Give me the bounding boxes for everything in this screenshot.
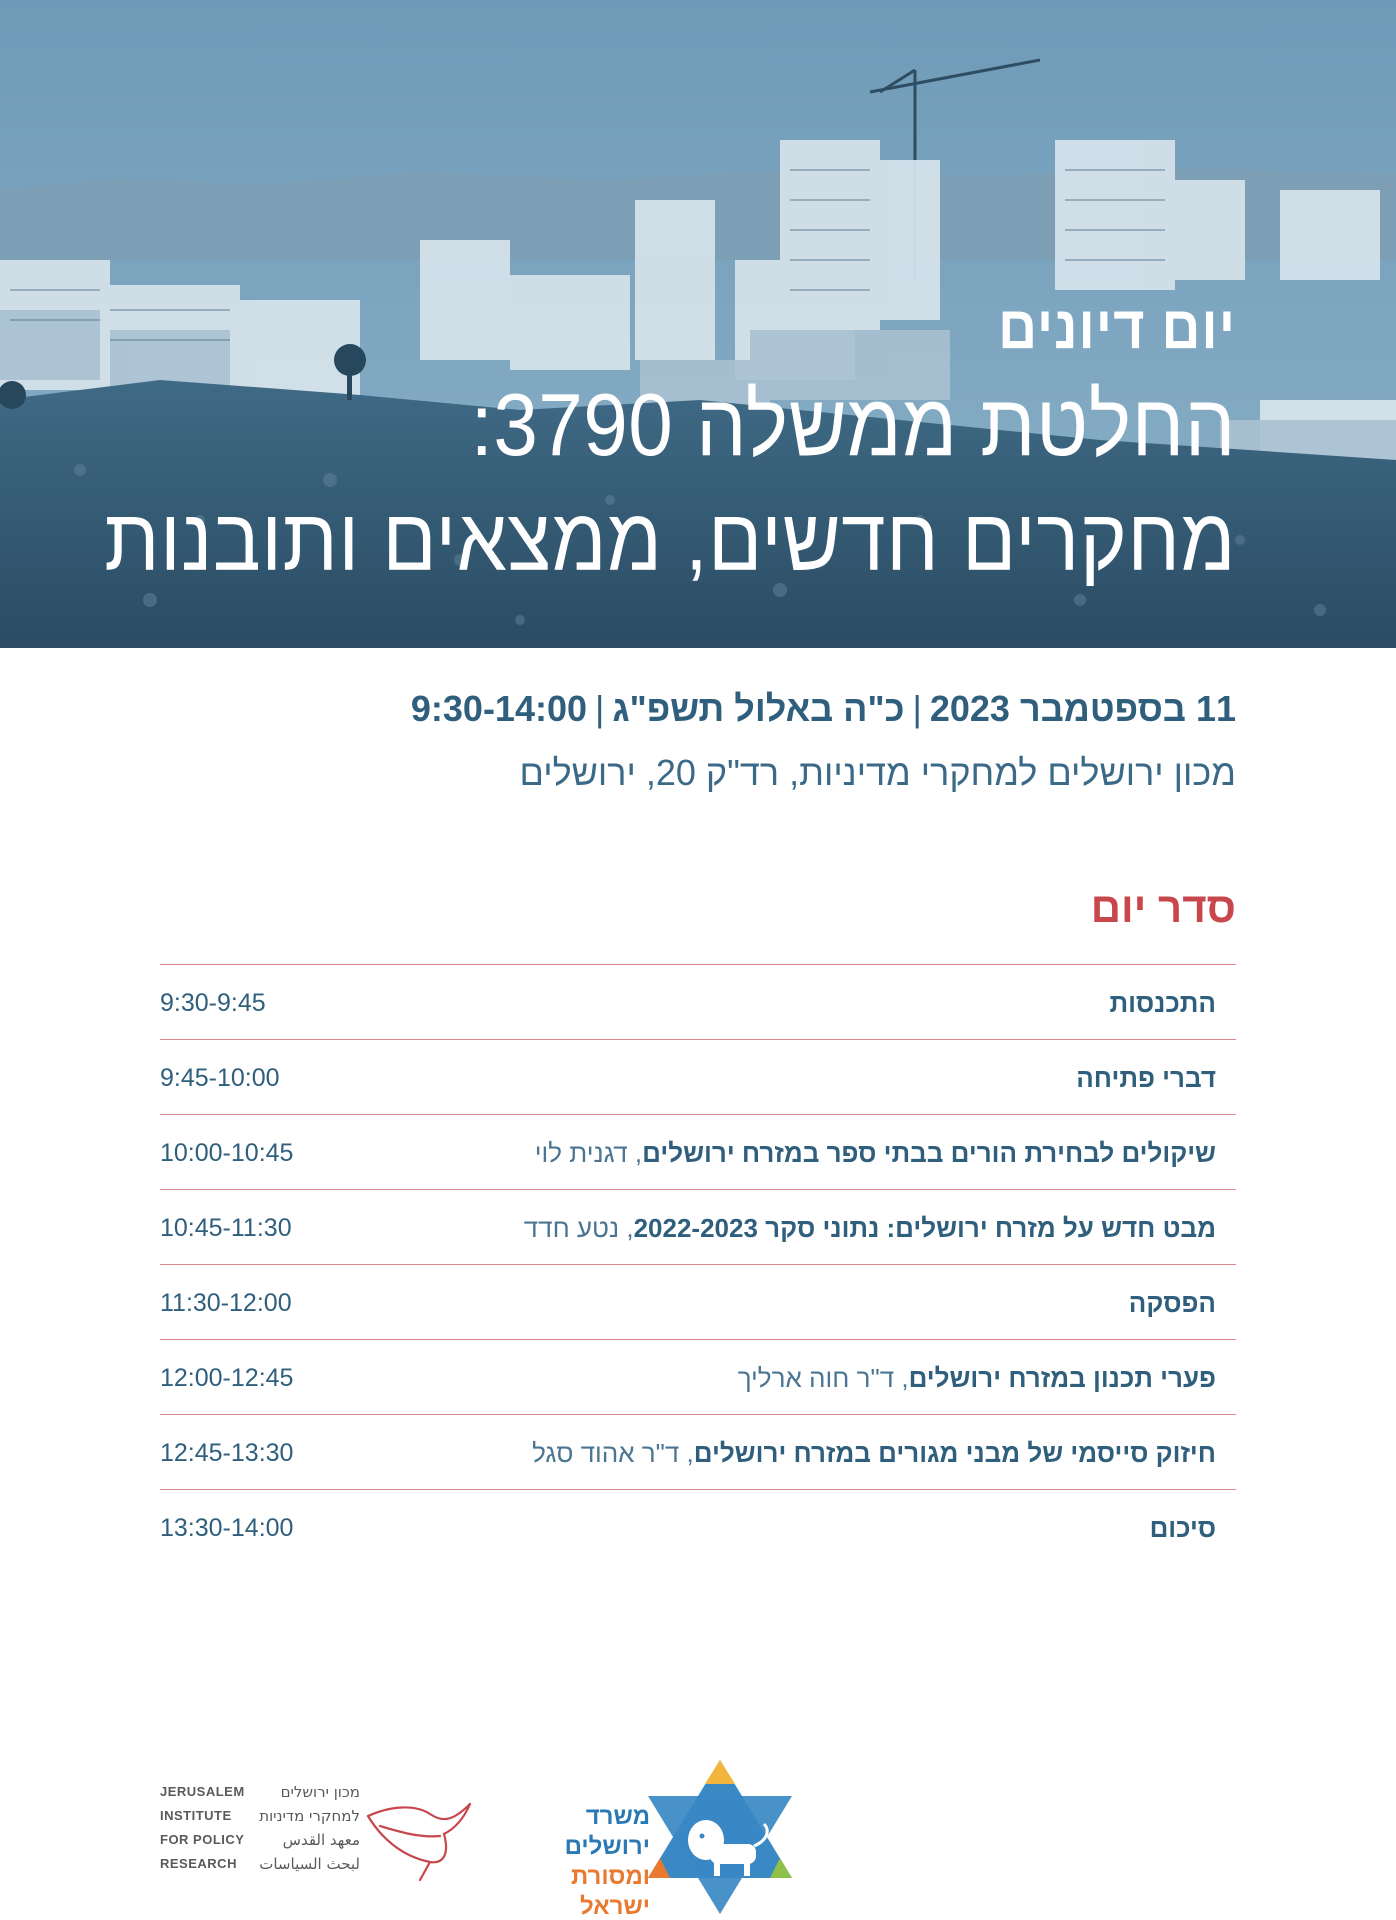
agenda-time: 10:45-11:30 [160,1213,292,1242]
agenda-topic: מבט חדש על מזרח ירושלים: נתוני סקר 2022-2023 [633,1212,1216,1243]
agenda-speaker: , ד"ר חוה ארליך [737,1362,909,1393]
agenda-row [160,1039,1236,1114]
agenda-time: 12:45-13:30 [160,1438,294,1467]
agenda-row [160,1414,1236,1489]
jiip-en-line: INSTITUTE [160,1808,232,1823]
jiip-en-line: JERUSALEM [160,1784,245,1799]
agenda-time: 10:00-10:45 [160,1138,294,1167]
agenda-item [298,1361,1236,1394]
agenda-topic: דברי פתיחה [1076,1062,1216,1093]
separator: | [912,688,922,729]
ministry-name-line1: משרד ירושלים [564,1803,650,1860]
agenda-row [160,1339,1236,1414]
agenda-row [160,1189,1236,1264]
agenda-item [298,1436,1236,1469]
agenda-speaker: , נטע חדד [523,1212,634,1243]
agenda-row [160,964,1236,1039]
event-hebrew-date: כ"ה באלול תשפ"ג [612,688,905,729]
event-location: מכון ירושלים למחקרי מדיניות, רד"ק 20, ירושלים [519,752,1236,793]
dove-icon [360,1776,490,1886]
ministry-name [510,1802,650,1920]
separator: | [595,688,605,729]
event-type: יום דיונים [998,294,1236,362]
agenda-topic: פערי תכנון במזרח ירושלים [908,1362,1216,1393]
jiip-en-line: RESEARCH [160,1856,237,1871]
agenda-item [298,1511,1236,1544]
agenda-topic: סיכום [1149,1512,1216,1543]
ministry-name-line2: ומסורת ישראל [570,1863,650,1920]
event-datetime [411,688,1236,730]
agenda-row [160,1114,1236,1189]
agenda-topic: חיזוק סייסמי של מבני מגורים במזרח ירושלים [693,1437,1216,1468]
agenda-time: 11:30-12:00 [160,1288,292,1317]
jiip-he-line: למחקרי מדיניות [259,1807,360,1825]
agenda-time: 13:30-14:00 [160,1513,294,1542]
jerusalem-institute-logo [160,1776,490,1886]
star-of-david-lion-icon [640,1754,800,1920]
agenda-topic: הפסקה [1128,1287,1216,1318]
event-title-line1: החלטת ממשלה 3790: [470,375,1236,474]
event-date: 11 בספטמבר 2023 [929,688,1236,729]
jiip-english-name [160,1780,245,1876]
event-title-line2: מחקרים חדשים, ממצאים ותובנות [104,490,1236,588]
jiip-hebrew-arabic-name [250,1780,360,1876]
agenda-title: סדר יום [1090,884,1236,931]
agenda-row [160,1264,1236,1339]
event-hours: 9:30-14:00 [410,688,588,729]
agenda-row [160,1489,1236,1564]
agenda-time: 9:45-10:00 [160,1063,280,1092]
agenda-item [298,986,1236,1019]
jiip-he-line: معهد القدس [282,1831,360,1849]
agenda-item [298,1136,1236,1169]
agenda-speaker: , ד"ר אהוד סגל [532,1437,694,1468]
agenda-time: 9:30-9:45 [160,988,266,1017]
hero-banner [0,0,1396,648]
agenda-speaker: , דגנית לוי [534,1137,643,1168]
agenda-time: 12:00-12:45 [160,1363,294,1392]
hero-heading [104,292,1236,588]
agenda-item [298,1211,1236,1244]
event-title [104,368,1236,597]
agenda-topic: התכנסות [1109,987,1216,1018]
jiip-he-line: لبحث السياسات [259,1855,360,1873]
agenda-item [298,1061,1236,1094]
agenda-item [298,1286,1236,1319]
jiip-en-line: FOR POLICY [160,1832,245,1847]
agenda-topic: שיקולים לבחירת הורים בבתי ספר במזרח ירושלים [642,1137,1216,1168]
ministry-logo [510,1754,800,1920]
jiip-he-line: מכון ירושלים [280,1783,360,1801]
agenda-table [160,964,1236,1564]
